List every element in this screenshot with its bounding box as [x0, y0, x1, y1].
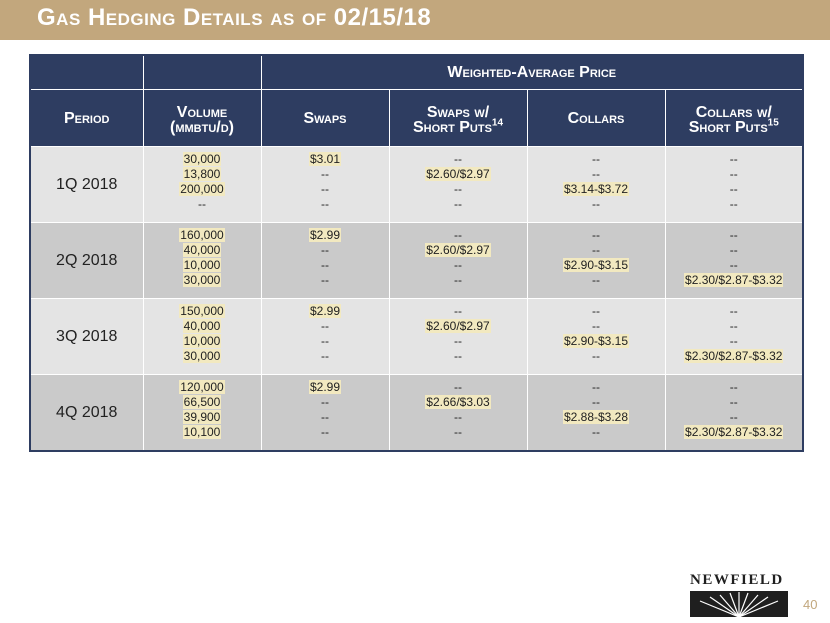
cell-value-text: -- [592, 319, 600, 333]
cell-value [390, 258, 527, 273]
cell-value [666, 152, 803, 167]
swaps-short-puts-cell [389, 375, 527, 452]
cell-value-text: -- [454, 349, 462, 363]
cell-value-text: -- [454, 380, 462, 394]
cell-value [390, 425, 527, 440]
cell-value [390, 410, 527, 425]
cell-value [144, 334, 261, 349]
cell-value [390, 334, 527, 349]
page-number: 40 [803, 597, 818, 612]
cell-value-text: $2.60/$2.97 [426, 167, 490, 181]
cell-value [262, 228, 389, 243]
cell-value [528, 167, 665, 182]
cell-value [144, 395, 261, 410]
cell-value [528, 182, 665, 197]
cell-value [144, 380, 261, 395]
cell-value-text: $2.99 [309, 304, 341, 318]
collars-short-puts-cell [665, 223, 803, 299]
cell-value-text: $2.99 [309, 228, 341, 242]
cell-value [144, 228, 261, 243]
cell-value [666, 395, 803, 410]
cell-value [666, 197, 803, 212]
cell-value-text: -- [592, 304, 600, 318]
cell-value [144, 243, 261, 258]
cell-value [666, 228, 803, 243]
collars-cell [527, 223, 665, 299]
cell-value-text: 10,100 [183, 425, 221, 439]
cell-value [262, 243, 389, 258]
cell-value-text: 66,500 [183, 395, 221, 409]
cell-value-text: 13,800 [183, 167, 221, 181]
cell-value-text: -- [729, 228, 738, 242]
swaps-cell [261, 375, 389, 452]
cell-value [262, 425, 389, 440]
period-header: Period [30, 90, 143, 147]
cell-value-text: -- [729, 182, 738, 196]
cell-value-text: -- [454, 334, 462, 348]
swaps-cell [261, 223, 389, 299]
cell-value [528, 395, 665, 410]
collars-short-puts-header-line2 [666, 117, 803, 136]
cell-value [528, 273, 665, 288]
cell-value [528, 304, 665, 319]
swaps-header: Swaps [261, 90, 389, 147]
cell-value [390, 197, 527, 212]
table-row [30, 223, 803, 299]
cell-value [666, 410, 803, 425]
swaps-cell [261, 147, 389, 223]
cell-value-text: -- [729, 304, 738, 318]
cell-value [666, 273, 803, 288]
empty-header-cell [143, 55, 261, 90]
cell-value-text: 30,000 [183, 273, 221, 287]
cell-value-text: -- [592, 197, 600, 211]
cell-value-text: -- [592, 425, 600, 439]
swaps-short-puts-cell [389, 299, 527, 375]
cell-value-text: -- [729, 334, 738, 348]
cell-value [390, 304, 527, 319]
swaps-cell [261, 299, 389, 375]
cell-value [666, 334, 803, 349]
cell-value-text: -- [321, 258, 329, 272]
page-title: Gas Hedging Details as of 02/15/18 [37, 4, 432, 31]
cell-value [528, 258, 665, 273]
cell-value-text: -- [454, 304, 462, 318]
cell-value-text: -- [321, 243, 329, 257]
cell-value-text: -- [198, 197, 206, 211]
cell-value [144, 258, 261, 273]
cell-value-text: -- [454, 410, 462, 424]
cell-value [262, 167, 389, 182]
cell-value [262, 395, 389, 410]
volume-cell [143, 223, 261, 299]
cell-value [666, 258, 803, 273]
cell-value-text: $2.60/$2.97 [426, 319, 490, 333]
swaps-short-puts-cell [389, 147, 527, 223]
table-body [30, 147, 803, 452]
hedging-table [29, 54, 804, 452]
cell-value-text: -- [321, 395, 329, 409]
cell-value-text: -- [592, 349, 600, 363]
cell-value [666, 304, 803, 319]
cell-value [390, 319, 527, 334]
cell-value-text: $2.30/$2.87-$3.32 [685, 425, 783, 439]
cell-value-text: -- [321, 182, 329, 196]
cell-value-text: -- [729, 395, 738, 409]
cell-value [144, 349, 261, 364]
cell-value-text: 39,900 [183, 410, 221, 424]
collars-short-puts-cell [665, 299, 803, 375]
cell-value-text: 40,000 [183, 319, 221, 333]
cell-value [528, 334, 665, 349]
volume-cell [143, 375, 261, 452]
cell-value-text: -- [454, 228, 462, 242]
cell-value-text: 120,000 [180, 380, 224, 394]
period-cell: 3Q 2018 [30, 299, 143, 375]
cell-value [528, 243, 665, 258]
cell-value [666, 319, 803, 334]
cell-value-text: $2.66/$3.03 [426, 395, 490, 409]
cell-value-text: -- [321, 410, 329, 424]
cell-value-text: $2.60/$2.97 [426, 243, 490, 257]
cell-value-text: -- [321, 319, 329, 333]
cell-value-text: $2.99 [309, 380, 341, 394]
cell-value [144, 273, 261, 288]
collars-short-puts-header [665, 90, 803, 147]
cell-value [666, 243, 803, 258]
cell-value-text: 10,000 [183, 334, 221, 348]
cell-value-text: 30,000 [183, 349, 221, 363]
collars-short-puts-label: Short Puts [688, 119, 768, 136]
cell-value [528, 152, 665, 167]
cell-value-text: $2.88-$3.28 [563, 410, 629, 424]
collars-cell [527, 299, 665, 375]
footnote-14: 14 [491, 117, 504, 129]
column-header-row [30, 90, 803, 147]
cell-value-text: 200,000 [180, 182, 224, 196]
cell-value [390, 243, 527, 258]
cell-value-text: -- [729, 319, 738, 333]
group-header-row [30, 55, 803, 90]
swaps-short-puts-header-line2 [390, 117, 527, 136]
cell-value-text: -- [321, 334, 329, 348]
cell-value-text: -- [321, 167, 329, 181]
cell-value-text: -- [592, 273, 600, 287]
title-bar [0, 0, 830, 40]
cell-value-text: -- [454, 425, 462, 439]
cell-value [390, 167, 527, 182]
cell-value [666, 349, 803, 364]
cell-value-text: -- [592, 380, 600, 394]
cell-value [666, 167, 803, 182]
swaps-short-puts-cell [389, 223, 527, 299]
cell-value [262, 182, 389, 197]
collars-cell [527, 375, 665, 452]
hedging-table-container [29, 54, 804, 452]
collars-short-puts-cell [665, 147, 803, 223]
cell-value [666, 425, 803, 440]
cell-value-text: -- [592, 167, 600, 181]
period-cell: 1Q 2018 [30, 147, 143, 223]
cell-value [144, 304, 261, 319]
cell-value-text: -- [454, 273, 462, 287]
cell-value [262, 258, 389, 273]
cell-value [390, 273, 527, 288]
cell-value [262, 334, 389, 349]
cell-value [528, 349, 665, 364]
cell-value-text: -- [729, 258, 738, 272]
cell-value [390, 349, 527, 364]
cell-value-text: -- [454, 258, 462, 272]
cell-value-text: -- [729, 197, 738, 211]
cell-value-text: 40,000 [183, 243, 221, 257]
cell-value-text: $3.14-$3.72 [563, 182, 629, 196]
cell-value-text: -- [321, 273, 329, 287]
cell-value [390, 395, 527, 410]
cell-value [666, 380, 803, 395]
cell-value-text: $2.90-$3.15 [563, 258, 629, 272]
volume-header [143, 90, 261, 147]
cell-value [666, 182, 803, 197]
collars-short-puts-cell [665, 375, 803, 452]
cell-value [144, 319, 261, 334]
cell-value-text: -- [729, 410, 738, 424]
cell-value-text: -- [729, 152, 738, 166]
cell-value [528, 197, 665, 212]
cell-value-text: -- [729, 167, 738, 181]
cell-value [144, 410, 261, 425]
cell-value-text: $2.90-$3.15 [563, 334, 629, 348]
cell-value-text: $2.30/$2.87-$3.32 [685, 273, 783, 287]
volume-cell [143, 147, 261, 223]
cell-value-text: -- [454, 152, 462, 166]
collars-header: Collars [527, 90, 665, 147]
cell-value [262, 319, 389, 334]
cell-value-text: -- [321, 197, 329, 211]
volume-header-line2: (mmbtu/d) [170, 119, 234, 136]
collars-cell [527, 147, 665, 223]
cell-value [262, 380, 389, 395]
swaps-short-puts-header-line1: Swaps w/ [426, 104, 490, 121]
cell-value [144, 182, 261, 197]
table-row [30, 147, 803, 223]
volume-header-line1: Volume [176, 104, 228, 121]
cell-value-text: -- [592, 228, 600, 242]
cell-value [528, 380, 665, 395]
weighted-average-price-header: Weighted-Average Price [261, 55, 803, 90]
cell-value-text: -- [729, 380, 738, 394]
cell-value-text: -- [729, 243, 738, 257]
period-cell: 4Q 2018 [30, 375, 143, 452]
cell-value [262, 304, 389, 319]
cell-value-text: 10,000 [183, 258, 221, 272]
swaps-short-puts-header [389, 90, 527, 147]
cell-value-text: 150,000 [180, 304, 224, 318]
cell-value-text: $3.01 [309, 152, 341, 166]
cell-value-text: -- [454, 197, 462, 211]
cell-value [528, 228, 665, 243]
cell-value [144, 152, 261, 167]
cell-value [262, 152, 389, 167]
cell-value-text: -- [592, 152, 600, 166]
cell-value [528, 319, 665, 334]
cell-value [390, 182, 527, 197]
cell-value [144, 425, 261, 440]
cell-value [262, 197, 389, 212]
table-row [30, 375, 803, 452]
cell-value [528, 425, 665, 440]
cell-value [390, 152, 527, 167]
cell-value-text: 30,000 [183, 152, 221, 166]
sunburst-logo-icon [690, 591, 788, 617]
cell-value [390, 380, 527, 395]
cell-value [144, 167, 261, 182]
newfield-logo-text: NEWFIELD [690, 572, 784, 588]
collars-short-puts-header-line1: Collars w/ [695, 104, 772, 121]
cell-value-text: $2.30/$2.87-$3.32 [685, 349, 783, 363]
cell-value-text: -- [321, 425, 329, 439]
volume-cell [143, 299, 261, 375]
swaps-short-puts-label: Short Puts [412, 119, 492, 136]
cell-value [390, 228, 527, 243]
table-row [30, 299, 803, 375]
cell-value-text: -- [592, 395, 600, 409]
cell-value [144, 197, 261, 212]
cell-value [262, 349, 389, 364]
cell-value-text: 160,000 [180, 228, 224, 242]
cell-value [262, 410, 389, 425]
footnote-15: 15 [767, 117, 779, 129]
cell-value-text: -- [592, 243, 600, 257]
cell-value-text: -- [321, 349, 329, 363]
cell-value [528, 410, 665, 425]
empty-header-cell [30, 55, 143, 90]
cell-value-text: -- [454, 182, 462, 196]
period-cell: 2Q 2018 [30, 223, 143, 299]
cell-value [262, 273, 389, 288]
